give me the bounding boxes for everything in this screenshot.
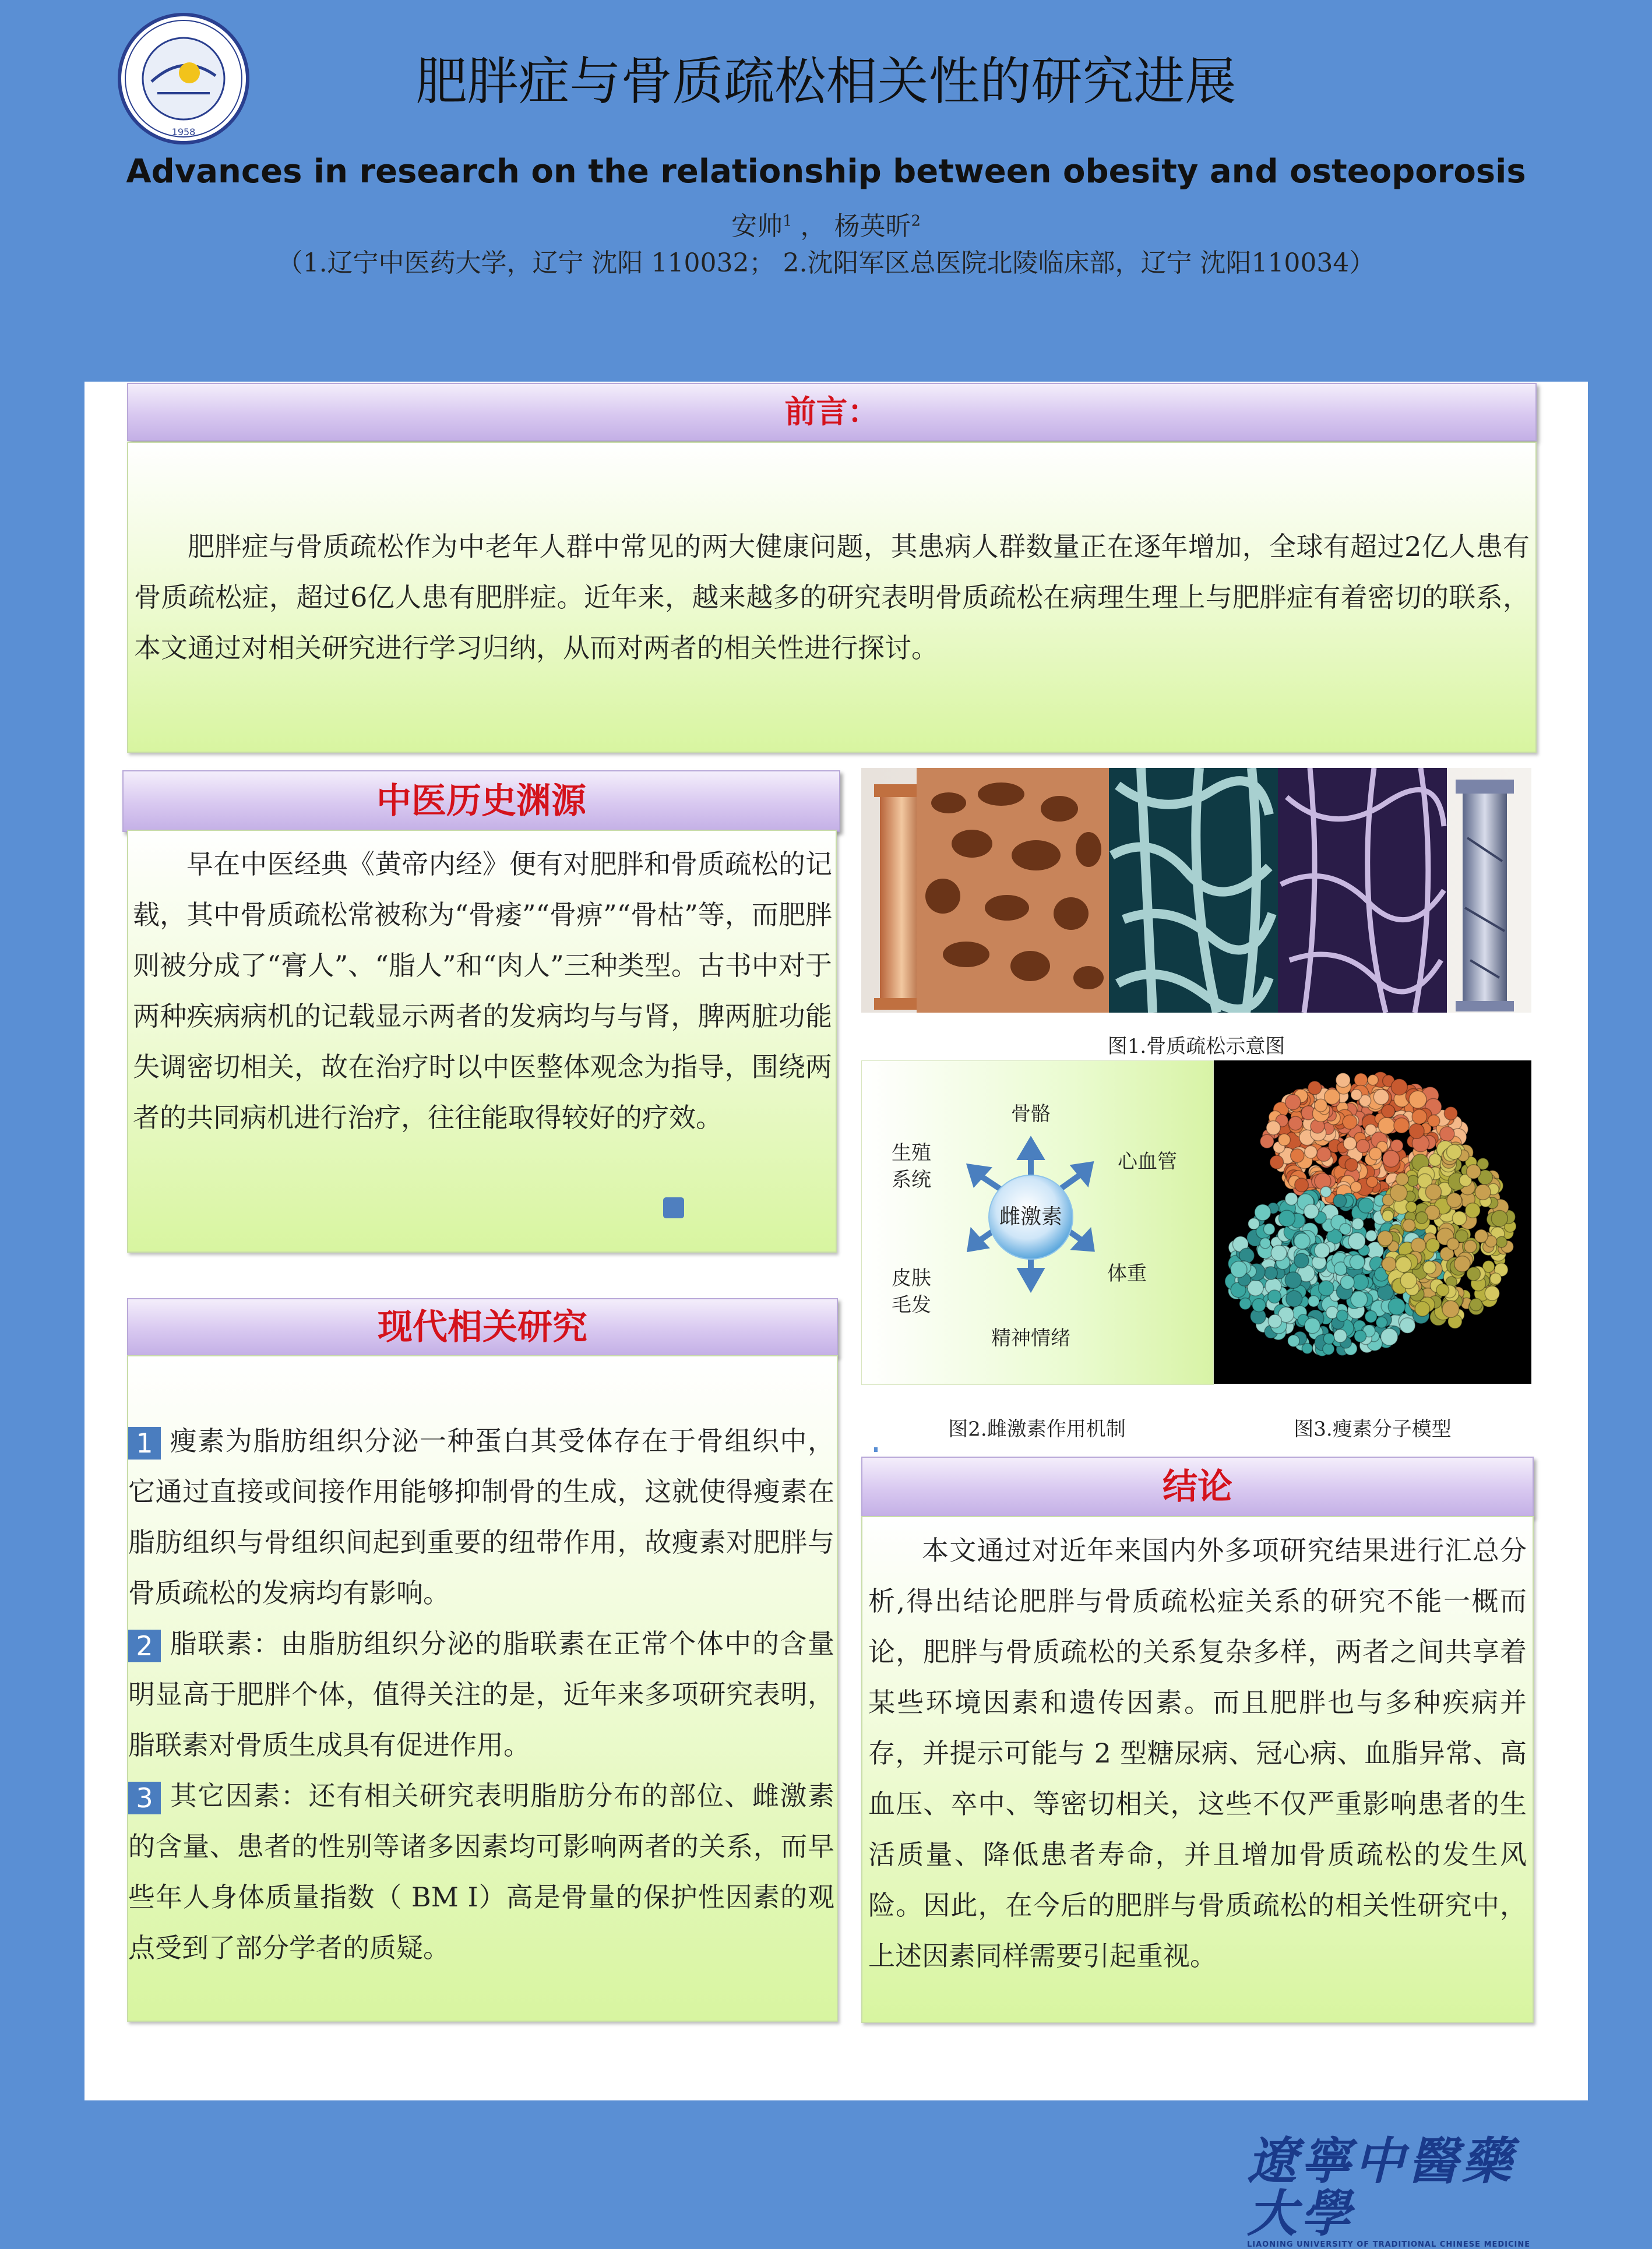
footer-university-name: 遼寧中醫藥大學	[1247, 2132, 1515, 2243]
intro-text: 肥胖症与骨质疏松作为中老年人群中常见的两大健康问题，其患病人群数量正在逐年增加，全球有超过2亿人患有骨质疏松症，超过6亿人患有肥胖症。近年来，越来越多的研究表明骨质疏松在病理生理上与肥胖症有着密切的联系，本文通过对相关研究进行学习归纳，从而对两者的相关性进行探讨。	[134, 531, 1530, 664]
diagram-label-cardiovascular: 心血管	[1118, 1150, 1177, 1173]
tcm-heading: 中医历史渊源	[122, 770, 840, 832]
diagram-label-line: 毛发	[892, 1293, 931, 1317]
footer-university-logo	[1247, 2132, 1550, 2249]
conclusion-heading: 结论	[861, 1457, 1534, 1517]
figure-1-caption: 图1.骨质疏松示意图	[1107, 1035, 1285, 1058]
author-name: 杨英昕	[834, 211, 911, 241]
list-item-text: 其它因素：还有相关研究表明脂肪分布的部位、雌激素的含量、患者的性别等诸多因素均可影响两者的关系，而早些年人身体质量指数（ BM I）高是骨量的保护性因素的观点受到了部分学者的质疑。	[128, 1780, 834, 1964]
author-affiliation-mark: 2	[911, 212, 921, 230]
list-item	[128, 1619, 834, 1771]
diagram-label-skin-hair	[882, 1265, 941, 1319]
number-badge: 3	[128, 1782, 161, 1814]
svg-text:1958: 1958	[171, 126, 196, 138]
leptin-molecule-model	[1214, 1060, 1531, 1384]
intro-heading: 前言：	[127, 383, 1537, 441]
tcm-text: 早在中医经典《黄帝内经》便有对肥胖和骨质疏松的记载，其中骨质疏松常被称为“骨痿”“骨痹”“骨枯”等，而肥胖则被分成了“膏人”、“脂人”和“肉人”三种类型。古书中对于两种疾病病机的记载显示两者的发病均与与肾，脾两脏功能失调密切相关，故在治疗时以中医整体观念为指导，围绕两者的共同病机进行治疗，往往能取得较好的疗效。	[133, 848, 832, 1133]
author-name: 安帅	[731, 211, 783, 241]
estrogen-mechanism-diagram	[861, 1060, 1214, 1385]
list-item	[128, 1771, 834, 1973]
square-marker-icon	[663, 1197, 684, 1218]
footer-university-name-en: LIAONING UNIVERSITY OF TRADITIONAL CHINESE MEDICINE	[1247, 2240, 1531, 2249]
conclusion-text: 本文通过对近年来国内外多项研究结果进行汇总分析,得出结论肥胖与骨质疏松症关系的研究不能一概而论，肥胖与骨质疏松的关系复杂多样，两者之间共享着某些环境因素和遗传因素。而且肥胖也与多种疾病并存，并提示可能与 2 型糖尿病、冠心病、血脂异常、高血压、卒中、等密切相关，这些不仅严重影响患者的生活质量、降低患者寿命，并且增加骨质疏松的发生风险。因此，在今后的肥胖与骨质疏松的相关性研究中，上述因素同样需要引起重视。	[868, 1535, 1527, 1972]
diagram-label-reproductive	[882, 1140, 941, 1193]
number-badge: 2	[128, 1630, 161, 1662]
figure-3-caption: 图3.瘦素分子模型	[1294, 1418, 1452, 1441]
diagram-label-bone: 骨骼	[1011, 1102, 1051, 1126]
poster-title: 肥胖症与骨质疏松相关性的研究进展	[415, 51, 1237, 111]
modern-research-heading: 现代相关研究	[127, 1298, 838, 1356]
author-affiliation-mark: 1	[782, 212, 792, 230]
poster-title-english: Advances in research on the relationship between obesity and osteoporosis	[126, 153, 1526, 191]
diagram-label-line: 系统	[892, 1168, 931, 1192]
diagram-label-weight: 体重	[1107, 1262, 1147, 1285]
diagram-label-line: 皮肤	[892, 1267, 931, 1290]
diagram-center-label: 雌激素	[999, 1205, 1062, 1229]
modern-research-list	[128, 1416, 834, 1973]
authors	[0, 205, 1652, 242]
diagram-label-emotion: 精神情绪	[991, 1327, 1070, 1350]
number-badge: 1	[128, 1427, 161, 1460]
author-separator: ，	[792, 211, 826, 241]
list-item	[128, 1416, 834, 1619]
figure-2-caption: 图2.雌激素作用机制	[948, 1418, 1126, 1441]
osteoporosis-illustration	[861, 768, 1531, 1013]
list-item-text: 脂联素：由脂肪组织分泌的脂联素在正常个体中的含量明显高于肥胖个体，值得关注的是，近年来多项研究表明，脂联素对骨质生成具有促进作用。	[128, 1628, 834, 1761]
diagram-label-line: 生殖	[892, 1141, 931, 1165]
list-item-text: 瘦素为脂肪组织分泌一种蛋白其受体存在于骨组织中，它通过直接或间接作用能够抑制骨的生成，这就使得瘦素在脂肪组织与骨组织间起到重要的纽带作用，故瘦素对肥胖与骨质疏松的发病均有影响。	[128, 1425, 834, 1609]
divider-dot	[874, 1447, 878, 1452]
affiliations: （1.辽宁中医药大学，辽宁 沈阳 110032； 2.沈阳军区总医院北陵临床部，辽宁 沈阳110034）	[277, 248, 1375, 278]
